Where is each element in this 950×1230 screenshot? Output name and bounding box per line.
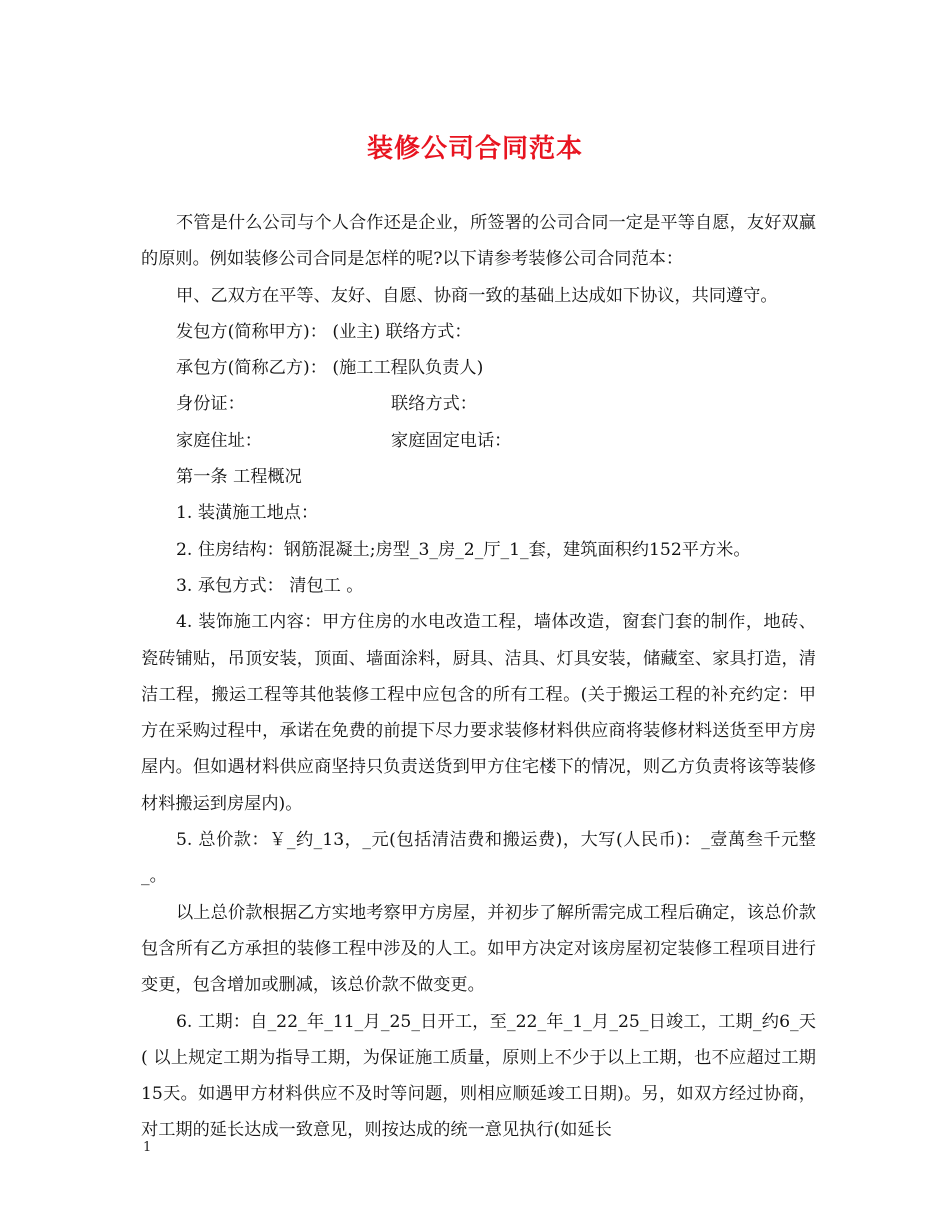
party-a-line: 发包方(简称甲方)： (业主) 联络方式： xyxy=(176,321,472,342)
address-phone-line xyxy=(141,423,816,459)
item-3: 3. 承包方式： 清包工 。 xyxy=(176,575,364,596)
item-1: 1. 装潢施工地点： xyxy=(176,503,319,524)
phone-label: 家庭固定电话： xyxy=(391,430,512,451)
intro-paragraph: 不管是什么公司与个人合作还是企业，所签署的公司合同一定是平等自愿，友好双赢的原则。例如装修公司合同是怎样的呢?以下请参考装修公司合同范本： xyxy=(141,213,816,270)
address-label: 家庭住址： xyxy=(176,430,262,451)
id-label: 身份证： xyxy=(176,394,245,415)
page-number: 1 xyxy=(143,1140,152,1155)
contact-label: 联络方式： xyxy=(391,394,477,415)
document-title: 装修公司合同范本 xyxy=(366,134,583,164)
article-1-heading: 第一条 工程概况 xyxy=(176,467,302,488)
item-6: 6. 工期：自_22_年_11_月_25_日开工，至_22_年_1_月_25_日竣工，工期_约6_天( 以上规定工期为指导工期，为保证施工质量，原则上不少于以上工期，也不应超过工期15天。如遇甲方材料供应不及时等问题，则相应顺延竣工日期)。另，如双方经过协商，对工期的延长达成一致意见，则按达成的统一意见执行(如延长 xyxy=(141,1011,816,1141)
item-5-note: 以上总价款根据乙方实地考察甲方房屋，并初步了解所需完成工程后确定，该总价款包含所有乙方承担的装修工程中涉及的人工。如甲方决定对该房屋初定装修工程项目进行变更，包含增加或删减，该总价款不做变更。 xyxy=(141,902,816,996)
item-4: 4. 装饰施工内容：甲方住房的水电改造工程，墙体改造，窗套门套的制作，地砖、瓷砖铺贴，吊顶安装，顶面、墙面涂料，厨具、洁具、灯具安装，储藏室、家具打造，清洁工程，搬运工程等其他装修工程中应包含的所有工程。(关于搬运工程的补充约定：甲方在采购过程中，承诺在免费的前提下尽力要求装修材料供应商将装修材料送货至甲方房屋内。但如遇材料供应商坚持只负责送货到甲方住宅楼下的情况，则乙方负责将该等装修材料搬运到房屋内)。 xyxy=(141,612,816,814)
party-b-line: 承包方(简称乙方)： (施工工程队负责人) xyxy=(176,358,484,379)
item-5: 5. 总价款：￥_约_13，_元(包括清洁费和搬运费)，大写(人民币)：_壹萬叁千元整_。 xyxy=(141,830,816,887)
document-body xyxy=(141,205,816,1149)
agreement-paragraph: 甲、乙双方在平等、友好、自愿、协商一致的基础上达成如下协议，共同遵守。 xyxy=(176,285,778,306)
item-2: 2. 住房结构：钢筋混凝土;房型_3_房_2_厅_1_套，建筑面积约152平方米。 xyxy=(176,539,751,560)
id-contact-line xyxy=(141,386,816,422)
